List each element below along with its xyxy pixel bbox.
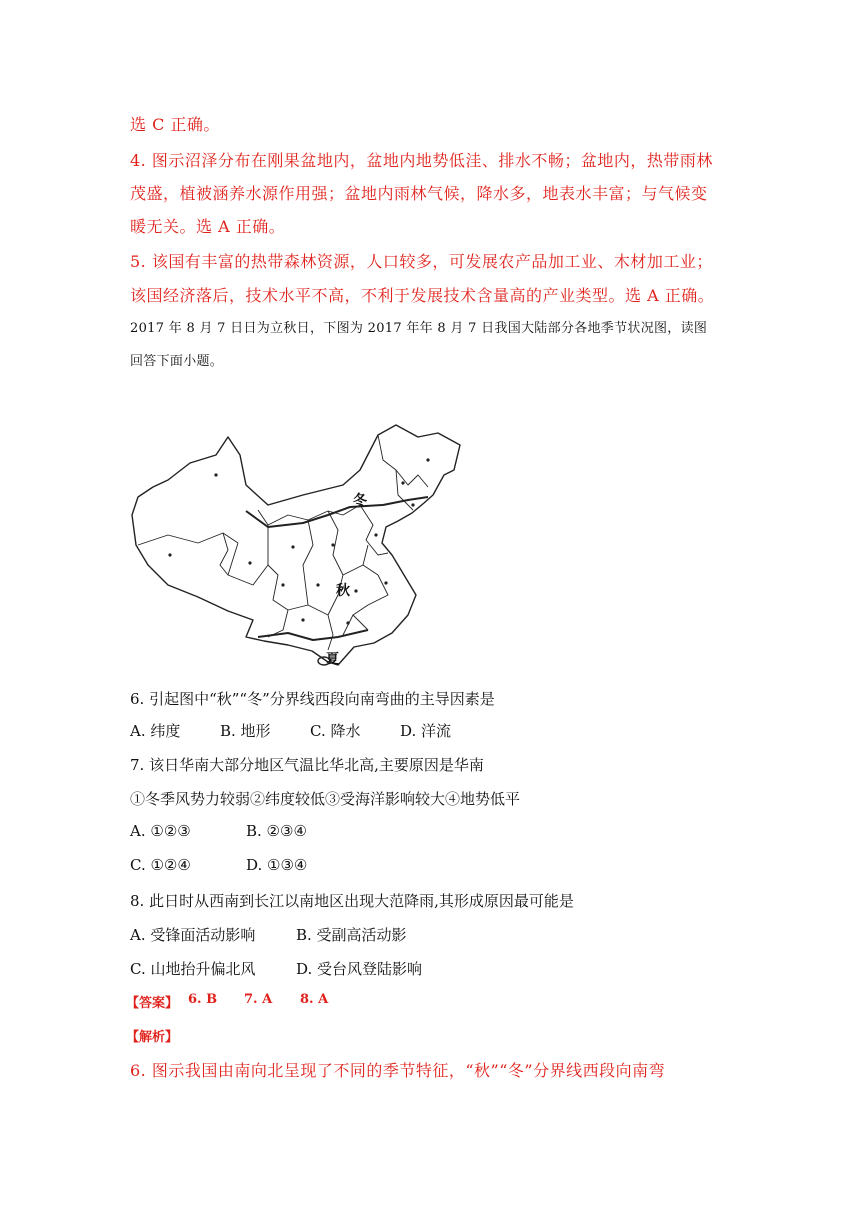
text-line-4: 暖无关。选 A 正确。 (130, 217, 286, 236)
question-6: 6. 引起图中“秋”“冬”分界线西段向南弯曲的主导因素是 (130, 690, 495, 708)
question-7-stem: ①冬季风势力较弱②纬度较低③受海洋影响较大④地势低平 (130, 790, 521, 808)
china-outline (132, 425, 460, 665)
label-autumn: 秋 (336, 583, 350, 599)
analysis-text: 6. 图示我国由南向北呈现了不同的季节特征，“秋”“冬”分界线西段向南弯 (130, 1061, 666, 1080)
text-line-3: 茂盛，植被涵养水源作用强；盆地内雨林气候，降水多，地表水丰富；与气候变 (130, 184, 708, 203)
q7-option-c: C. ①②④ (130, 856, 191, 874)
text-line-6: 该国经济落后，技术水平不高，不利于发展技术含量高的产业类型。选 A 正确。 (130, 286, 715, 305)
q6-option-c: C. 降水 (310, 722, 361, 740)
intro-line-1: 2017 年 8 月 7 日日为立秋日，下图为 2017 年年 8 月 7 日我国大陆部分各地季节状况图，读图 (130, 321, 708, 336)
q7-option-a: A. ①②③ (130, 822, 191, 840)
q6-option-b: B. 地形 (220, 722, 271, 740)
q6-option-d: D. 洋流 (400, 722, 452, 740)
china-season-map (128, 415, 468, 670)
label-winter: 冬 (353, 493, 367, 509)
analysis-label: 【解析】 (126, 1030, 179, 1045)
answer-8: 8. A (300, 992, 329, 1007)
text-line-1: 选 C 正确。 (130, 115, 220, 134)
answer-label: 【答案】 (126, 996, 179, 1011)
question-7: 7. 该日华南大部分地区气温比华北高,主要原因是华南 (130, 756, 484, 774)
q7-option-d: D. ①③④ (246, 856, 308, 874)
q8-option-b: B. 受副高活动影 (296, 926, 407, 944)
intro-line-2: 回答下面小题。 (130, 354, 224, 369)
text-line-2: 4. 图示沼泽分布在刚果盆地内，盆地内地势低洼、排水不畅；盆地内，热带雨林 (130, 151, 713, 170)
text-line-5: 5. 该国有丰富的热带森林资源，人口较多，可发展农产品加工业、木材加工业； (130, 252, 713, 271)
q8-option-c: C. 山地抬升偏北风 (130, 960, 256, 978)
question-8: 8. 此日时从西南到长江以南地区出现大范降雨,其形成原因最可能是 (130, 892, 574, 910)
q6-option-a: A. 纬度 (130, 722, 181, 740)
answer-7: 7. A (244, 992, 273, 1007)
answer-6: 6. B (188, 992, 218, 1007)
q8-option-a: A. 受锋面活动影响 (130, 926, 256, 944)
label-summer: 夏 (326, 652, 340, 667)
q8-option-d: D. 受台风登陆影响 (296, 960, 423, 978)
q7-option-b: B. ②③④ (246, 822, 307, 840)
